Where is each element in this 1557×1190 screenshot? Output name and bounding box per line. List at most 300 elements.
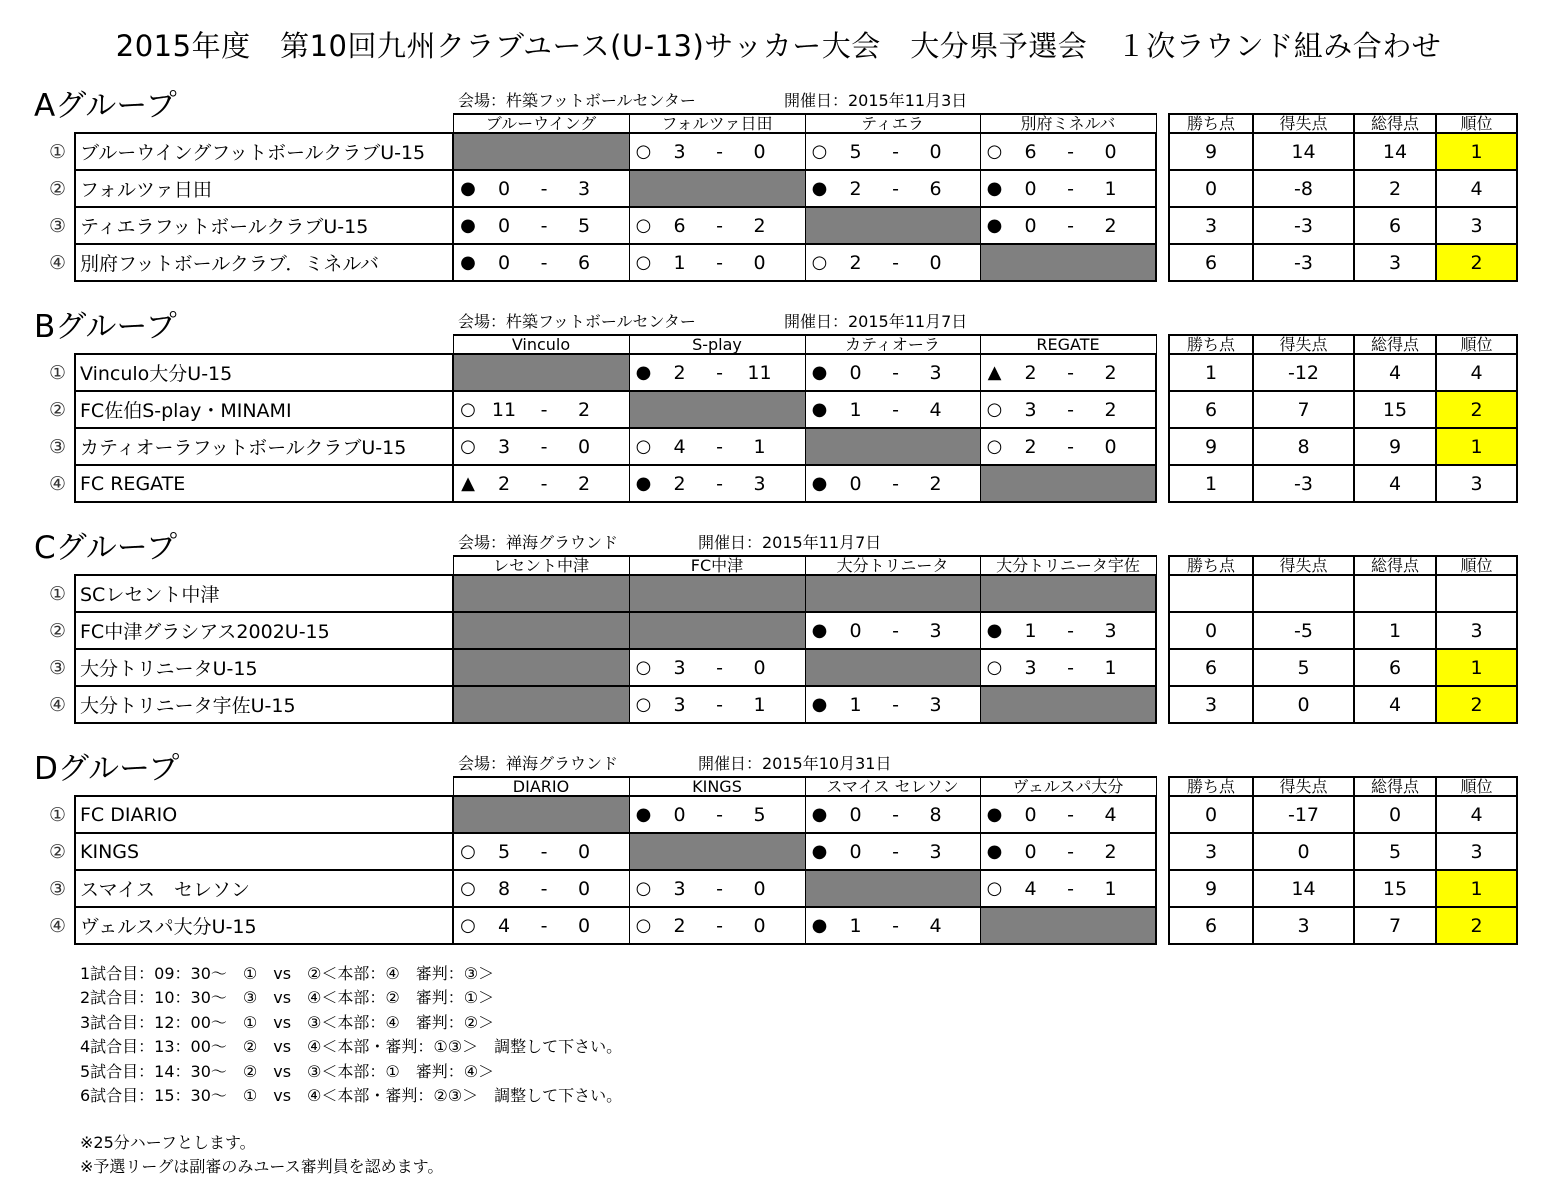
goals-for: 0 <box>849 472 862 495</box>
goals-for: 0 <box>497 214 511 237</box>
goals-for: 3 <box>497 435 511 458</box>
schedule-line: 3試合目：12：00～ ① vs ③＜本部：④ 審判：②＞ <box>80 1012 495 1032</box>
standings-row <box>1169 612 1517 649</box>
goals-for: 11 <box>491 398 517 421</box>
goals-for: 0 <box>849 840 862 863</box>
standings-table <box>1168 334 1518 503</box>
goal-difference: -12 <box>1253 354 1354 391</box>
rank <box>1436 575 1517 612</box>
match-result <box>805 907 980 944</box>
goals-scored: 9 <box>1354 428 1436 465</box>
match-result <box>980 170 1156 207</box>
goals-for: 0 <box>497 177 511 200</box>
self-match-cell <box>453 796 629 833</box>
goal-difference: 3 <box>1253 907 1354 944</box>
goal-difference: 8 <box>1253 428 1354 465</box>
rank: 2 <box>1436 686 1517 723</box>
match-result <box>805 612 980 649</box>
self-match-cell <box>453 649 629 686</box>
goal-difference: 14 <box>1253 133 1354 170</box>
goals-against: 0 <box>929 140 942 163</box>
goals-for: 2 <box>849 251 862 274</box>
score-dash: - <box>540 877 548 900</box>
standings-row <box>1169 575 1517 612</box>
goals-against: 5 <box>577 214 591 237</box>
score-dash: - <box>892 693 899 716</box>
match-result <box>805 244 980 281</box>
goals-for: 3 <box>673 693 686 716</box>
stats-header: 順位 <box>1436 777 1517 796</box>
score-dash: - <box>1067 877 1074 900</box>
team-name: 大分トリニータ宇佐U-15 <box>75 686 453 723</box>
points: 6 <box>1169 244 1253 281</box>
score-dash: - <box>540 840 548 863</box>
goals-against: 2 <box>753 214 766 237</box>
rank: 1 <box>1436 870 1517 907</box>
goals-against: 4 <box>1104 803 1117 826</box>
match-result <box>453 907 629 944</box>
goals-against: 3 <box>929 693 942 716</box>
result-mark: ● <box>460 215 476 236</box>
result-mark: ○ <box>635 694 652 715</box>
team-number: ④ <box>48 693 67 716</box>
opponent-header: REGATE <box>980 335 1156 354</box>
goals-for: 6 <box>673 214 686 237</box>
goals-for: 3 <box>1024 398 1037 421</box>
goals-for: 0 <box>1024 214 1037 237</box>
goals-scored: 3 <box>1354 244 1436 281</box>
self-match-cell <box>805 870 980 907</box>
score-dash: - <box>892 472 899 495</box>
rank: 4 <box>1436 354 1517 391</box>
rank: 3 <box>1436 612 1517 649</box>
opponent-header: 大分トリニータ宇佐 <box>980 556 1156 575</box>
group-section <box>0 301 1557 516</box>
points: 1 <box>1169 354 1253 391</box>
team-name: FC佐伯S-play・MINAMI <box>75 391 453 428</box>
match-result <box>980 612 1156 649</box>
standings-row <box>1169 207 1517 244</box>
points: 9 <box>1169 428 1253 465</box>
goals-for: 3 <box>673 140 686 163</box>
match-result <box>980 796 1156 833</box>
goals-against: 0 <box>753 656 766 679</box>
goal-difference: -17 <box>1253 796 1354 833</box>
team-row <box>41 870 1156 907</box>
self-match-cell <box>629 833 805 870</box>
goals-for: 3 <box>1024 656 1037 679</box>
match-result <box>629 354 805 391</box>
standings-row <box>1169 649 1517 686</box>
standings-row <box>1169 244 1517 281</box>
goals-for: 6 <box>1024 140 1037 163</box>
result-mark: ● <box>986 804 1003 825</box>
score-dash: - <box>716 877 723 900</box>
team-number: ③ <box>48 656 67 679</box>
match-result <box>629 207 805 244</box>
team-number: ② <box>48 840 67 863</box>
result-mark: ● <box>986 841 1003 862</box>
opponent-header: ブルーウイング <box>453 114 629 133</box>
goals-against: 2 <box>1104 214 1117 237</box>
result-mark: ○ <box>635 657 652 678</box>
score-dash: - <box>1067 361 1074 384</box>
goals-for: 2 <box>849 177 862 200</box>
points: 6 <box>1169 391 1253 428</box>
rank: 4 <box>1436 170 1517 207</box>
match-result <box>629 465 805 502</box>
results-table <box>41 334 1157 503</box>
team-number: ③ <box>48 877 67 900</box>
stats-header: 順位 <box>1436 335 1517 354</box>
stats-header: 順位 <box>1436 114 1517 133</box>
points: 0 <box>1169 612 1253 649</box>
score-dash: - <box>1067 840 1074 863</box>
result-mark: ● <box>811 399 828 420</box>
goals-for: 1 <box>849 398 862 421</box>
score-dash: - <box>1067 803 1074 826</box>
team-row <box>41 244 1156 281</box>
results-table <box>41 776 1157 945</box>
goals-against: 0 <box>577 435 591 458</box>
team-row <box>41 207 1156 244</box>
result-mark: ● <box>635 362 652 383</box>
result-mark: ● <box>811 915 828 936</box>
goals-for: 0 <box>1024 803 1037 826</box>
note-line: ※25分ハーフとします。 <box>80 1133 256 1152</box>
goals-against: 0 <box>577 877 591 900</box>
score-dash: - <box>892 177 899 200</box>
team-row <box>41 796 1156 833</box>
team-number: ④ <box>48 914 67 937</box>
goals-against: 3 <box>1104 619 1117 642</box>
match-result <box>629 870 805 907</box>
stats-header: 勝ち点 <box>1169 335 1253 354</box>
score-dash: - <box>540 472 548 495</box>
result-mark: ○ <box>986 657 1003 678</box>
goals-against: 2 <box>577 398 591 421</box>
goals-against: 11 <box>747 361 772 384</box>
match-result <box>453 833 629 870</box>
result-mark: ● <box>811 178 828 199</box>
match-date: 開催日：2015年10月31日 <box>698 754 892 773</box>
group-name: Cグループ <box>34 530 178 566</box>
goals-against: 8 <box>929 803 942 826</box>
match-result <box>805 686 980 723</box>
rank: 2 <box>1436 907 1517 944</box>
results-table <box>41 113 1157 282</box>
match-result <box>453 244 629 281</box>
team-row <box>41 833 1156 870</box>
goals-against: 0 <box>753 914 766 937</box>
self-match-cell <box>629 391 805 428</box>
match-result <box>629 649 805 686</box>
group-section <box>0 743 1557 958</box>
goal-difference: -5 <box>1253 612 1354 649</box>
group-name: Dグループ <box>34 751 180 787</box>
team-number: ① <box>48 582 67 605</box>
goal-difference: -3 <box>1253 244 1354 281</box>
match-result <box>805 133 980 170</box>
team-name: ブルーウイングフットボールクラブU-15 <box>75 133 453 170</box>
score-dash: - <box>892 140 899 163</box>
result-mark: ○ <box>635 141 652 162</box>
match-result <box>805 833 980 870</box>
goals-scored: 1 <box>1354 612 1436 649</box>
goal-difference: -8 <box>1253 170 1354 207</box>
group-name: Aグループ <box>34 88 177 124</box>
match-result <box>805 465 980 502</box>
team-number: ④ <box>48 472 67 495</box>
points: 6 <box>1169 649 1253 686</box>
match-result <box>453 391 629 428</box>
goals-against: 0 <box>577 914 591 937</box>
score-dash: - <box>716 435 723 458</box>
schedule-line: 2試合目：10：30～ ③ vs ④＜本部：② 審判：①＞ <box>80 988 495 1008</box>
goals-for: 2 <box>1024 435 1037 458</box>
goals-against: 0 <box>753 251 766 274</box>
result-mark: ● <box>986 215 1003 236</box>
schedule-line: 6試合目：15：30～ ① vs ④＜本部・審判：②③＞ 調整して下さい。 <box>80 1086 623 1106</box>
match-result <box>453 207 629 244</box>
self-match-cell <box>453 612 629 649</box>
goals-for: 3 <box>673 656 686 679</box>
match-result <box>453 428 629 465</box>
team-number: ① <box>48 361 67 384</box>
match-result <box>980 207 1156 244</box>
group-section <box>0 522 1557 737</box>
team-row <box>41 686 1156 723</box>
result-mark: ● <box>635 804 652 825</box>
schedule-line: 4試合目：13：00～ ② vs ④＜本部・審判：①③＞ 調整して下さい。 <box>80 1037 623 1057</box>
result-mark: ○ <box>460 841 476 862</box>
score-dash: - <box>1067 140 1074 163</box>
points: 3 <box>1169 686 1253 723</box>
goals-scored: 7 <box>1354 907 1436 944</box>
team-name: 大分トリニータU-15 <box>75 649 453 686</box>
team-name: FC REGATE <box>75 465 453 502</box>
rank: 4 <box>1436 796 1517 833</box>
opponent-header: レセント中津 <box>453 556 629 575</box>
match-result <box>629 907 805 944</box>
team-row <box>41 170 1156 207</box>
notes <box>80 1131 443 1179</box>
match-result <box>980 649 1156 686</box>
self-match-cell <box>980 686 1156 723</box>
team-name: フォルツァ日田 <box>75 170 453 207</box>
score-dash: - <box>892 251 899 274</box>
goals-for: 5 <box>497 840 511 863</box>
opponent-header: ティエラ <box>805 114 980 133</box>
points: 0 <box>1169 170 1253 207</box>
team-number: ③ <box>48 214 67 237</box>
team-row <box>41 649 1156 686</box>
goal-difference: -3 <box>1253 207 1354 244</box>
goals-against: 0 <box>753 877 766 900</box>
score-dash: - <box>1067 619 1074 642</box>
rank: 1 <box>1436 133 1517 170</box>
score-dash: - <box>892 914 899 937</box>
team-number: ② <box>48 398 67 421</box>
goals-against: 2 <box>577 472 591 495</box>
goals-against: 3 <box>929 840 942 863</box>
goals-against: 1 <box>1104 656 1117 679</box>
result-mark: ▲ <box>987 362 1002 383</box>
result-mark: ● <box>811 804 828 825</box>
rank: 3 <box>1436 833 1517 870</box>
points: 0 <box>1169 796 1253 833</box>
goals-for: 0 <box>849 619 862 642</box>
stats-header: 得失点 <box>1253 114 1354 133</box>
standings-row <box>1169 907 1517 944</box>
score-dash: - <box>540 251 548 274</box>
match-result <box>629 133 805 170</box>
goals-scored: 4 <box>1354 354 1436 391</box>
opponent-header: FC中津 <box>629 556 805 575</box>
score-dash: - <box>716 803 723 826</box>
result-mark: ● <box>460 178 476 199</box>
result-mark: ○ <box>635 436 652 457</box>
team-name: Vinculo大分U-15 <box>75 354 453 391</box>
match-result <box>980 391 1156 428</box>
team-number: ③ <box>48 435 67 458</box>
goals-against: 0 <box>753 140 766 163</box>
standings-row <box>1169 354 1517 391</box>
team-name: FC DIARIO <box>75 796 453 833</box>
self-match-cell <box>629 612 805 649</box>
goals-against: 1 <box>753 435 766 458</box>
team-number: ① <box>48 140 67 163</box>
stats-header: 総得点 <box>1354 114 1436 133</box>
goals-against: 4 <box>929 914 942 937</box>
points: 3 <box>1169 207 1253 244</box>
result-mark: ○ <box>986 436 1003 457</box>
goals-against: 1 <box>1104 177 1117 200</box>
goals-against: 2 <box>1104 398 1117 421</box>
self-match-cell <box>980 465 1156 502</box>
match-date: 開催日：2015年11月3日 <box>784 91 968 110</box>
score-dash: - <box>1067 214 1074 237</box>
score-dash: - <box>716 914 723 937</box>
opponent-header: 大分トリニータ <box>805 556 980 575</box>
goals-against: 0 <box>1104 435 1117 458</box>
goals-against: 0 <box>1104 140 1117 163</box>
venue: 会場：禅海グラウンド <box>458 533 619 552</box>
goals-against: 0 <box>577 840 591 863</box>
match-result <box>629 428 805 465</box>
goal-difference: 0 <box>1253 833 1354 870</box>
self-match-cell <box>805 207 980 244</box>
goals-against: 1 <box>753 693 766 716</box>
match-schedule <box>80 962 622 1108</box>
match-result <box>805 354 980 391</box>
stats-header: 総得点 <box>1354 777 1436 796</box>
rank: 2 <box>1436 391 1517 428</box>
standings-row <box>1169 833 1517 870</box>
result-mark: ○ <box>635 878 652 899</box>
match-date: 開催日：2015年11月7日 <box>698 533 882 552</box>
stats-header: 勝ち点 <box>1169 556 1253 575</box>
standings-row <box>1169 796 1517 833</box>
result-mark: ○ <box>460 399 476 420</box>
points: 1 <box>1169 465 1253 502</box>
rank: 3 <box>1436 465 1517 502</box>
goals-for: 5 <box>849 140 862 163</box>
team-name: FC中津グラシアス2002U-15 <box>75 612 453 649</box>
goals-against: 6 <box>929 177 942 200</box>
stats-header: 得失点 <box>1253 335 1354 354</box>
team-name: KINGS <box>75 833 453 870</box>
points: 9 <box>1169 133 1253 170</box>
match-result <box>629 796 805 833</box>
self-match-cell <box>805 649 980 686</box>
goals-for: 2 <box>673 361 686 384</box>
stats-header: 総得点 <box>1354 556 1436 575</box>
goals-scored: 4 <box>1354 465 1436 502</box>
team-row <box>41 354 1156 391</box>
result-mark: ○ <box>811 252 828 273</box>
opponent-header: KINGS <box>629 777 805 796</box>
goals-scored: 2 <box>1354 170 1436 207</box>
schedule-line: 5試合目：14：30～ ② vs ③＜本部：① 審判：④＞ <box>80 1061 495 1081</box>
goal-difference: -3 <box>1253 465 1354 502</box>
rank: 2 <box>1436 244 1517 281</box>
team-row <box>41 428 1156 465</box>
result-mark: ● <box>811 473 828 494</box>
score-dash: - <box>540 214 548 237</box>
points <box>1169 575 1253 612</box>
opponent-header: S-play <box>629 335 805 354</box>
team-name: SCレセント中津 <box>75 575 453 612</box>
opponent-header: カティオーラ <box>805 335 980 354</box>
match-result <box>629 244 805 281</box>
goals-for: 3 <box>673 877 686 900</box>
standings-table <box>1168 113 1518 282</box>
result-mark: ● <box>811 620 828 641</box>
result-mark: ○ <box>635 252 652 273</box>
team-number: ④ <box>48 251 67 274</box>
standings-row <box>1169 465 1517 502</box>
goals-for: 0 <box>497 251 511 274</box>
goals-against: 0 <box>929 251 942 274</box>
team-name: ティエラフットボールクラブU-15 <box>75 207 453 244</box>
goals-for: 2 <box>673 472 686 495</box>
result-mark: ● <box>635 473 652 494</box>
score-dash: - <box>540 398 548 421</box>
goals-scored: 15 <box>1354 870 1436 907</box>
goals-against: 2 <box>1104 361 1117 384</box>
result-mark: ● <box>811 841 828 862</box>
match-result <box>453 870 629 907</box>
team-name: ヴェルスパ大分U-15 <box>75 907 453 944</box>
result-mark: ○ <box>460 915 476 936</box>
goals-for: 2 <box>1024 361 1037 384</box>
rank: 1 <box>1436 649 1517 686</box>
standings-row <box>1169 391 1517 428</box>
self-match-cell <box>980 244 1156 281</box>
score-dash: - <box>1067 398 1074 421</box>
opponent-header: Vinculo <box>453 335 629 354</box>
goals-against: 3 <box>753 472 766 495</box>
goals-for: 0 <box>1024 177 1037 200</box>
standings-row <box>1169 170 1517 207</box>
goals-scored: 6 <box>1354 649 1436 686</box>
team-number: ② <box>48 177 67 200</box>
goals-against: 3 <box>929 619 942 642</box>
standings-row <box>1169 133 1517 170</box>
score-dash: - <box>1067 435 1074 458</box>
goals-scored <box>1354 575 1436 612</box>
